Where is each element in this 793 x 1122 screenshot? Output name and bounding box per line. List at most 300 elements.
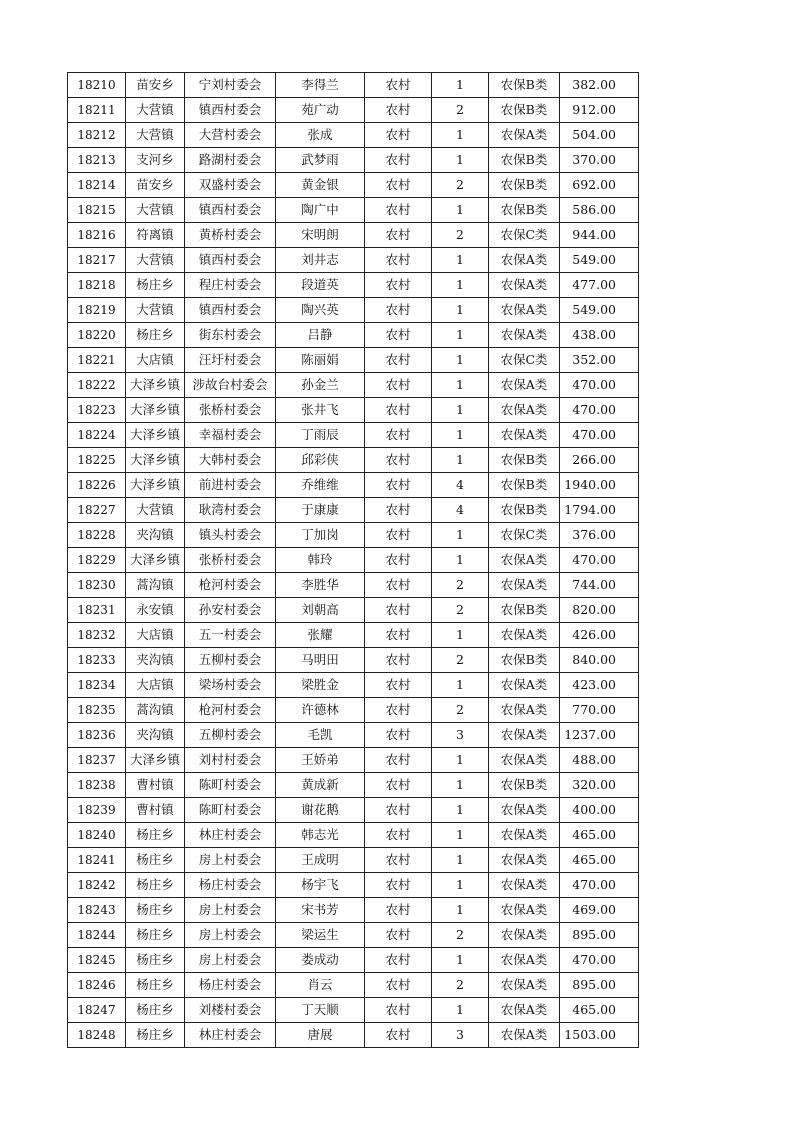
record-id-cell: 18211 [68, 98, 126, 123]
insurance-category-cell: 农保C类 [489, 223, 560, 248]
amount-cell: 477.00 [560, 273, 639, 298]
name-cell: 韩志光 [276, 823, 365, 848]
record-id-cell: 18229 [68, 548, 126, 573]
area-type-cell: 农村 [365, 73, 432, 98]
record-id-cell: 18212 [68, 123, 126, 148]
township-cell: 大店镇 [126, 673, 185, 698]
name-cell: 孙金兰 [276, 373, 365, 398]
township-cell: 大营镇 [126, 98, 185, 123]
household-count-cell: 1 [432, 348, 489, 373]
record-id-cell: 18233 [68, 648, 126, 673]
name-cell: 张井飞 [276, 398, 365, 423]
area-type-cell: 农村 [365, 373, 432, 398]
township-cell: 杨庄乡 [126, 848, 185, 873]
record-id-cell: 18224 [68, 423, 126, 448]
record-id-cell: 18210 [68, 73, 126, 98]
name-cell: 丁天顺 [276, 998, 365, 1023]
record-id-cell: 18214 [68, 173, 126, 198]
insurance-category-cell: 农保A类 [489, 273, 560, 298]
table-row [68, 873, 639, 898]
village-committee-cell: 镇西村委会 [185, 98, 276, 123]
village-committee-cell: 街东村委会 [185, 323, 276, 348]
name-cell: 张成 [276, 123, 365, 148]
name-cell: 王成明 [276, 848, 365, 873]
amount-cell: 469.00 [560, 898, 639, 923]
household-count-cell: 1 [432, 123, 489, 148]
record-id-cell: 18244 [68, 923, 126, 948]
household-count-cell: 4 [432, 498, 489, 523]
amount-cell: 770.00 [560, 698, 639, 723]
amount-cell: 744.00 [560, 573, 639, 598]
record-id-cell: 18235 [68, 698, 126, 723]
record-id-cell: 18240 [68, 823, 126, 848]
record-id-cell: 18221 [68, 348, 126, 373]
village-committee-cell: 房上村委会 [185, 848, 276, 873]
township-cell: 大营镇 [126, 298, 185, 323]
amount-cell: 470.00 [560, 423, 639, 448]
record-id-cell: 18241 [68, 848, 126, 873]
amount-cell: 465.00 [560, 823, 639, 848]
village-committee-cell: 五一村委会 [185, 623, 276, 648]
village-committee-cell: 枪河村委会 [185, 698, 276, 723]
area-type-cell: 农村 [365, 248, 432, 273]
insurance-category-cell: 农保A类 [489, 398, 560, 423]
village-committee-cell: 前进村委会 [185, 473, 276, 498]
village-committee-cell: 林庄村委会 [185, 823, 276, 848]
household-count-cell: 1 [432, 948, 489, 973]
name-cell: 李胜华 [276, 573, 365, 598]
township-cell: 杨庄乡 [126, 948, 185, 973]
table-row [68, 223, 639, 248]
township-cell: 大营镇 [126, 198, 185, 223]
village-committee-cell: 宁刘村委会 [185, 73, 276, 98]
area-type-cell: 农村 [365, 998, 432, 1023]
area-type-cell: 农村 [365, 273, 432, 298]
table-row [68, 323, 639, 348]
township-cell: 夹沟镇 [126, 723, 185, 748]
insurance-category-cell: 农保A类 [489, 1023, 560, 1048]
area-type-cell: 农村 [365, 423, 432, 448]
record-id-cell: 18227 [68, 498, 126, 523]
township-cell: 支河乡 [126, 148, 185, 173]
table-row [68, 698, 639, 723]
record-id-cell: 18215 [68, 198, 126, 223]
household-count-cell: 3 [432, 1023, 489, 1048]
amount-cell: 320.00 [560, 773, 639, 798]
amount-cell: 820.00 [560, 598, 639, 623]
village-committee-cell: 陈町村委会 [185, 773, 276, 798]
household-count-cell: 1 [432, 198, 489, 223]
household-count-cell: 1 [432, 548, 489, 573]
name-cell: 丁加岗 [276, 523, 365, 548]
insurance-category-cell: 农保B类 [489, 773, 560, 798]
table-row [68, 598, 639, 623]
table-row [68, 273, 639, 298]
amount-cell: 586.00 [560, 198, 639, 223]
amount-cell: 840.00 [560, 648, 639, 673]
insurance-category-cell: 农保A类 [489, 548, 560, 573]
village-committee-cell: 刘村村委会 [185, 748, 276, 773]
area-type-cell: 农村 [365, 898, 432, 923]
household-count-cell: 1 [432, 998, 489, 1023]
household-count-cell: 4 [432, 473, 489, 498]
name-cell: 武梦雨 [276, 148, 365, 173]
area-type-cell: 农村 [365, 698, 432, 723]
amount-cell: 470.00 [560, 873, 639, 898]
village-committee-cell: 张桥村委会 [185, 548, 276, 573]
insurance-category-cell: 农保B类 [489, 73, 560, 98]
household-count-cell: 2 [432, 573, 489, 598]
table-row [68, 748, 639, 773]
table-row [68, 173, 639, 198]
amount-cell: 370.00 [560, 148, 639, 173]
amount-cell: 1794.00 [560, 498, 639, 523]
area-type-cell: 农村 [365, 223, 432, 248]
table-row [68, 773, 639, 798]
area-type-cell: 农村 [365, 323, 432, 348]
household-count-cell: 1 [432, 448, 489, 473]
record-id-cell: 18218 [68, 273, 126, 298]
table-row [68, 998, 639, 1023]
township-cell: 大营镇 [126, 123, 185, 148]
township-cell: 大泽乡镇 [126, 398, 185, 423]
village-committee-cell: 房上村委会 [185, 898, 276, 923]
record-id-cell: 18247 [68, 998, 126, 1023]
record-id-cell: 18232 [68, 623, 126, 648]
village-committee-cell: 耿湾村委会 [185, 498, 276, 523]
township-cell: 杨庄乡 [126, 273, 185, 298]
household-count-cell: 1 [432, 523, 489, 548]
insurance-category-cell: 农保A类 [489, 748, 560, 773]
insurance-category-cell: 农保A类 [489, 848, 560, 873]
name-cell: 杨宇飞 [276, 873, 365, 898]
area-type-cell: 农村 [365, 123, 432, 148]
insurance-category-cell: 农保B类 [489, 648, 560, 673]
record-id-cell: 18223 [68, 398, 126, 423]
amount-cell: 504.00 [560, 123, 639, 148]
record-id-cell: 18213 [68, 148, 126, 173]
name-cell: 李得兰 [276, 73, 365, 98]
amount-cell: 488.00 [560, 748, 639, 773]
insurance-category-cell: 农保A类 [489, 373, 560, 398]
area-type-cell: 农村 [365, 523, 432, 548]
household-count-cell: 2 [432, 698, 489, 723]
amount-cell: 1940.00 [560, 473, 639, 498]
household-count-cell: 2 [432, 98, 489, 123]
insurance-category-cell: 农保A类 [489, 623, 560, 648]
area-type-cell: 农村 [365, 723, 432, 748]
area-type-cell: 农村 [365, 823, 432, 848]
amount-cell: 465.00 [560, 848, 639, 873]
insurance-category-cell: 农保A类 [489, 998, 560, 1023]
name-cell: 陈丽娟 [276, 348, 365, 373]
village-committee-cell: 镇西村委会 [185, 248, 276, 273]
amount-cell: 266.00 [560, 448, 639, 473]
records-table-body [68, 73, 639, 1048]
area-type-cell: 农村 [365, 398, 432, 423]
village-committee-cell: 汪圩村委会 [185, 348, 276, 373]
area-type-cell: 农村 [365, 773, 432, 798]
insurance-category-cell: 农保A类 [489, 673, 560, 698]
name-cell: 肖云 [276, 973, 365, 998]
area-type-cell: 农村 [365, 848, 432, 873]
insurance-category-cell: 农保B类 [489, 198, 560, 223]
table-row [68, 623, 639, 648]
table-row [68, 498, 639, 523]
table-row [68, 373, 639, 398]
insurance-category-cell: 农保A类 [489, 298, 560, 323]
area-type-cell: 农村 [365, 548, 432, 573]
township-cell: 大泽乡镇 [126, 473, 185, 498]
amount-cell: 382.00 [560, 73, 639, 98]
village-committee-cell: 涉故台村委会 [185, 373, 276, 398]
insurance-category-cell: 农保A类 [489, 873, 560, 898]
village-committee-cell: 路湖村委会 [185, 148, 276, 173]
table-row [68, 573, 639, 598]
name-cell: 段道英 [276, 273, 365, 298]
name-cell: 黄成新 [276, 773, 365, 798]
area-type-cell: 农村 [365, 1023, 432, 1048]
name-cell: 邱彩侠 [276, 448, 365, 473]
insurance-category-cell: 农保C类 [489, 523, 560, 548]
name-cell: 丁雨辰 [276, 423, 365, 448]
household-count-cell: 1 [432, 298, 489, 323]
insurance-category-cell: 农保A类 [489, 573, 560, 598]
township-cell: 夹沟镇 [126, 648, 185, 673]
household-count-cell: 1 [432, 848, 489, 873]
insurance-category-cell: 农保C类 [489, 348, 560, 373]
name-cell: 黄金银 [276, 173, 365, 198]
area-type-cell: 农村 [365, 98, 432, 123]
record-id-cell: 18236 [68, 723, 126, 748]
township-cell: 永安镇 [126, 598, 185, 623]
household-count-cell: 1 [432, 148, 489, 173]
township-cell: 杨庄乡 [126, 873, 185, 898]
household-count-cell: 1 [432, 398, 489, 423]
amount-cell: 895.00 [560, 973, 639, 998]
record-id-cell: 18226 [68, 473, 126, 498]
household-count-cell: 1 [432, 73, 489, 98]
name-cell: 娄成动 [276, 948, 365, 973]
amount-cell: 470.00 [560, 398, 639, 423]
township-cell: 蒿沟镇 [126, 698, 185, 723]
amount-cell: 376.00 [560, 523, 639, 548]
township-cell: 大泽乡镇 [126, 423, 185, 448]
village-committee-cell: 刘楼村委会 [185, 998, 276, 1023]
village-committee-cell: 杨庄村委会 [185, 873, 276, 898]
name-cell: 谢花鹅 [276, 798, 365, 823]
amount-cell: 549.00 [560, 298, 639, 323]
record-id-cell: 18217 [68, 248, 126, 273]
household-count-cell: 1 [432, 373, 489, 398]
table-row [68, 523, 639, 548]
area-type-cell: 农村 [365, 748, 432, 773]
household-count-cell: 1 [432, 248, 489, 273]
amount-cell: 895.00 [560, 923, 639, 948]
household-count-cell: 1 [432, 823, 489, 848]
household-count-cell: 2 [432, 973, 489, 998]
table-row [68, 73, 639, 98]
amount-cell: 1503.00 [560, 1023, 639, 1048]
table-row [68, 673, 639, 698]
insurance-category-cell: 农保B类 [489, 498, 560, 523]
insurance-category-cell: 农保B类 [489, 148, 560, 173]
table-row [68, 973, 639, 998]
household-count-cell: 2 [432, 923, 489, 948]
record-id-cell: 18231 [68, 598, 126, 623]
name-cell: 宋书芳 [276, 898, 365, 923]
name-cell: 刘井志 [276, 248, 365, 273]
township-cell: 大营镇 [126, 248, 185, 273]
insurance-category-cell: 农保A类 [489, 948, 560, 973]
township-cell: 蒿沟镇 [126, 573, 185, 598]
amount-cell: 470.00 [560, 373, 639, 398]
record-id-cell: 18220 [68, 323, 126, 348]
village-committee-cell: 孙安村委会 [185, 598, 276, 623]
amount-cell: 426.00 [560, 623, 639, 648]
township-cell: 杨庄乡 [126, 1023, 185, 1048]
record-id-cell: 18222 [68, 373, 126, 398]
area-type-cell: 农村 [365, 198, 432, 223]
insurance-category-cell: 农保A类 [489, 698, 560, 723]
area-type-cell: 农村 [365, 498, 432, 523]
table-row [68, 798, 639, 823]
township-cell: 大店镇 [126, 623, 185, 648]
village-committee-cell: 五柳村委会 [185, 648, 276, 673]
household-count-cell: 1 [432, 673, 489, 698]
name-cell: 王娇弟 [276, 748, 365, 773]
village-committee-cell: 幸福村委会 [185, 423, 276, 448]
township-cell: 大店镇 [126, 348, 185, 373]
record-id-cell: 18216 [68, 223, 126, 248]
name-cell: 刘朝高 [276, 598, 365, 623]
area-type-cell: 农村 [365, 598, 432, 623]
area-type-cell: 农村 [365, 673, 432, 698]
insurance-category-cell: 农保A类 [489, 898, 560, 923]
area-type-cell: 农村 [365, 973, 432, 998]
name-cell: 陶广中 [276, 198, 365, 223]
amount-cell: 944.00 [560, 223, 639, 248]
township-cell: 大营镇 [126, 498, 185, 523]
household-count-cell: 1 [432, 773, 489, 798]
village-committee-cell: 程庄村委会 [185, 273, 276, 298]
amount-cell: 692.00 [560, 173, 639, 198]
name-cell: 许德林 [276, 698, 365, 723]
insurance-category-cell: 农保A类 [489, 123, 560, 148]
insurance-category-cell: 农保B类 [489, 473, 560, 498]
record-id-cell: 18238 [68, 773, 126, 798]
name-cell: 韩玲 [276, 548, 365, 573]
insurance-category-cell: 农保A类 [489, 823, 560, 848]
amount-cell: 400.00 [560, 798, 639, 823]
table-row [68, 823, 639, 848]
village-committee-cell: 大营村委会 [185, 123, 276, 148]
village-committee-cell: 房上村委会 [185, 948, 276, 973]
record-id-cell: 18239 [68, 798, 126, 823]
household-count-cell: 2 [432, 173, 489, 198]
insurance-category-cell: 农保B类 [489, 173, 560, 198]
township-cell: 符离镇 [126, 223, 185, 248]
township-cell: 苗安乡 [126, 173, 185, 198]
name-cell: 马明田 [276, 648, 365, 673]
area-type-cell: 农村 [365, 473, 432, 498]
table-row [68, 98, 639, 123]
area-type-cell: 农村 [365, 648, 432, 673]
insurance-category-cell: 农保A类 [489, 248, 560, 273]
record-id-cell: 18245 [68, 948, 126, 973]
township-cell: 杨庄乡 [126, 973, 185, 998]
township-cell: 杨庄乡 [126, 923, 185, 948]
table-row [68, 723, 639, 748]
area-type-cell: 农村 [365, 448, 432, 473]
records-table [67, 72, 639, 1048]
name-cell: 张耀 [276, 623, 365, 648]
area-type-cell: 农村 [365, 923, 432, 948]
table-row [68, 948, 639, 973]
record-id-cell: 18234 [68, 673, 126, 698]
village-committee-cell: 镇头村委会 [185, 523, 276, 548]
insurance-category-cell: 农保A类 [489, 798, 560, 823]
township-cell: 大泽乡镇 [126, 448, 185, 473]
village-committee-cell: 镇西村委会 [185, 298, 276, 323]
area-type-cell: 农村 [365, 948, 432, 973]
record-id-cell: 18219 [68, 298, 126, 323]
insurance-category-cell: 农保A类 [489, 973, 560, 998]
township-cell: 曹村镇 [126, 798, 185, 823]
household-count-cell: 2 [432, 223, 489, 248]
name-cell: 梁运生 [276, 923, 365, 948]
area-type-cell: 农村 [365, 148, 432, 173]
table-row [68, 923, 639, 948]
name-cell: 吕静 [276, 323, 365, 348]
record-id-cell: 18246 [68, 973, 126, 998]
table-row [68, 348, 639, 373]
household-count-cell: 2 [432, 648, 489, 673]
table-row [68, 423, 639, 448]
table-row [68, 898, 639, 923]
household-count-cell: 1 [432, 898, 489, 923]
village-committee-cell: 房上村委会 [185, 923, 276, 948]
record-id-cell: 18228 [68, 523, 126, 548]
area-type-cell: 农村 [365, 873, 432, 898]
amount-cell: 465.00 [560, 998, 639, 1023]
village-committee-cell: 大韩村委会 [185, 448, 276, 473]
village-committee-cell: 黄桥村委会 [185, 223, 276, 248]
village-committee-cell: 杨庄村委会 [185, 973, 276, 998]
record-id-cell: 18225 [68, 448, 126, 473]
insurance-category-cell: 农保A类 [489, 423, 560, 448]
name-cell: 宋明朗 [276, 223, 365, 248]
area-type-cell: 农村 [365, 573, 432, 598]
household-count-cell: 1 [432, 798, 489, 823]
table-row [68, 648, 639, 673]
village-committee-cell: 枪河村委会 [185, 573, 276, 598]
record-id-cell: 18248 [68, 1023, 126, 1048]
village-committee-cell: 梁场村委会 [185, 673, 276, 698]
name-cell: 陶兴英 [276, 298, 365, 323]
name-cell: 唐展 [276, 1023, 365, 1048]
village-committee-cell: 陈町村委会 [185, 798, 276, 823]
area-type-cell: 农村 [365, 298, 432, 323]
table-row [68, 198, 639, 223]
township-cell: 杨庄乡 [126, 823, 185, 848]
insurance-category-cell: 农保A类 [489, 723, 560, 748]
table-row [68, 148, 639, 173]
household-count-cell: 1 [432, 323, 489, 348]
table-row [68, 298, 639, 323]
village-committee-cell: 镇西村委会 [185, 198, 276, 223]
table-row [68, 248, 639, 273]
